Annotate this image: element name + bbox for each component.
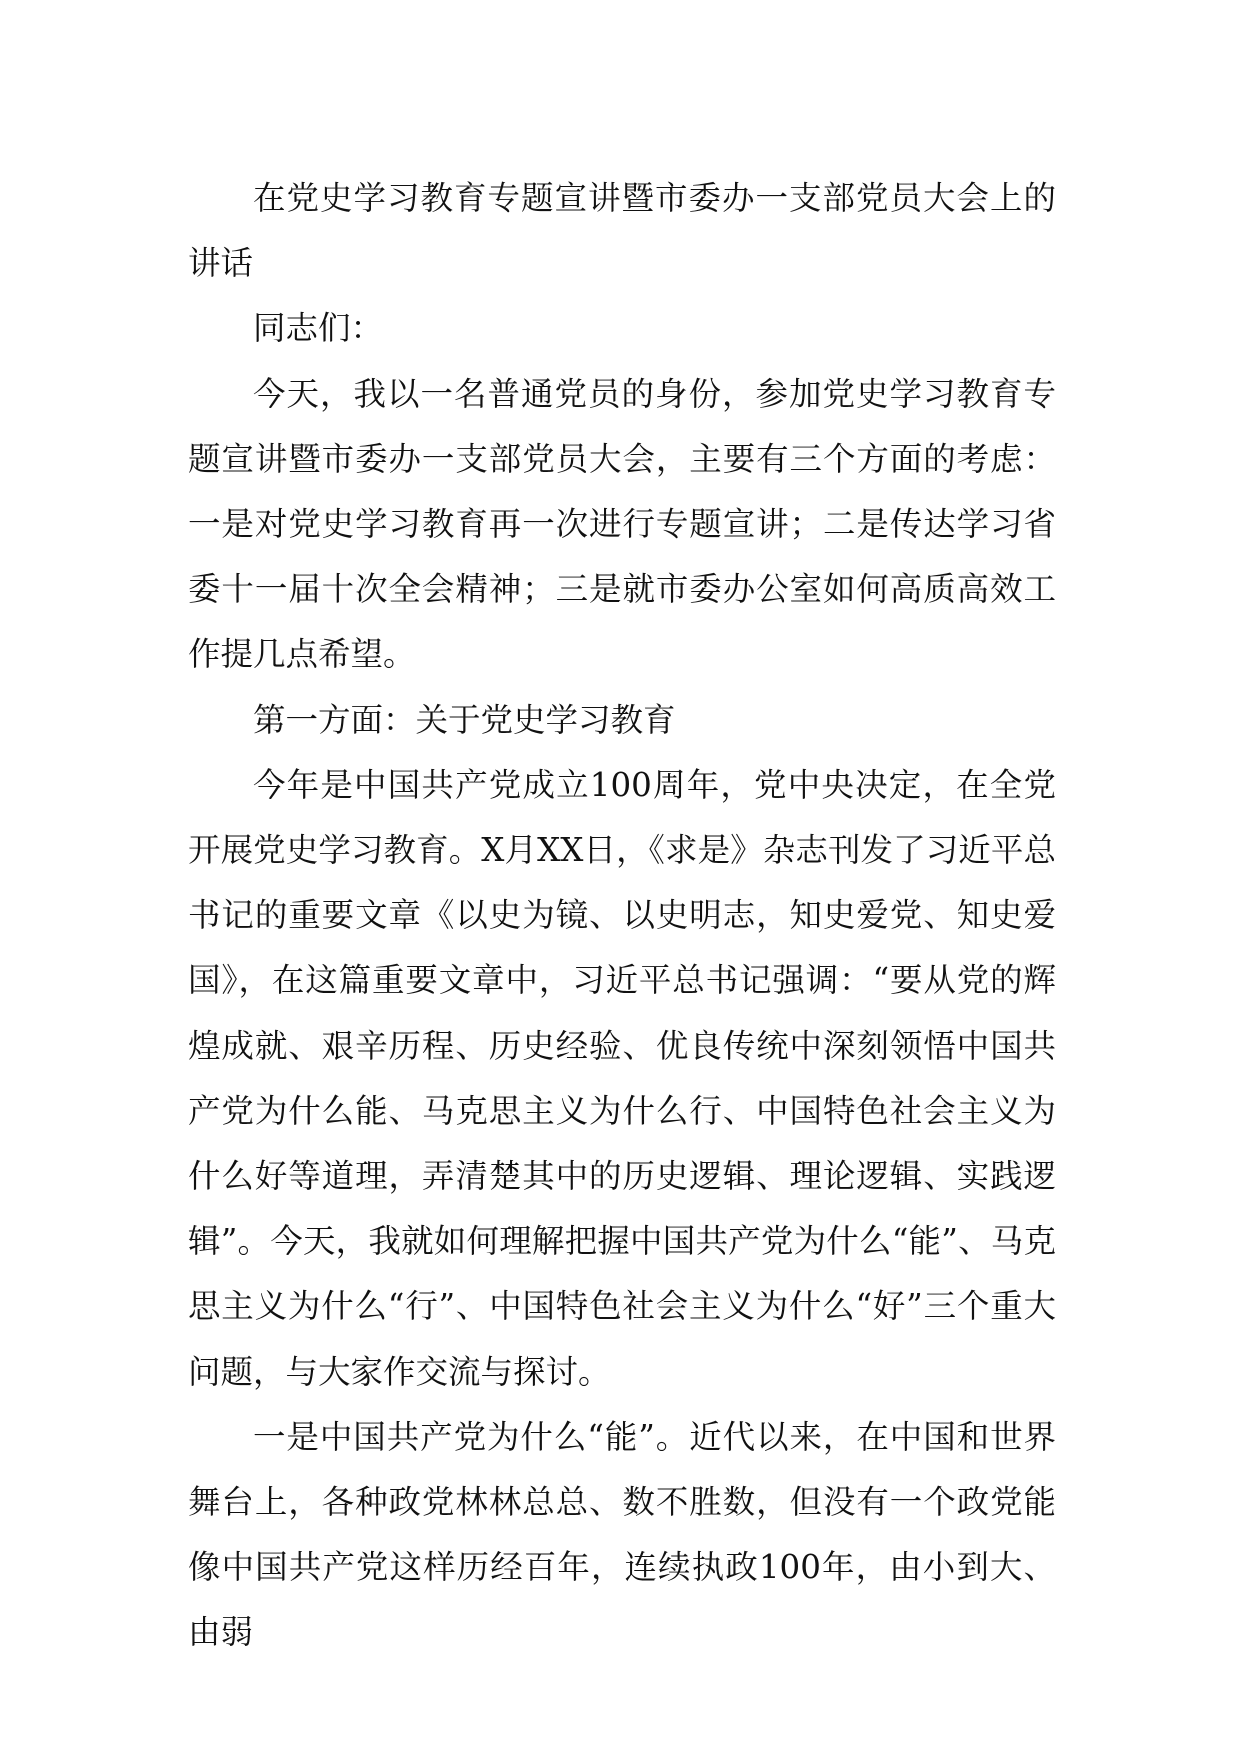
salutation: 同志们： <box>253 309 384 348</box>
document-body <box>188 166 1056 1666</box>
paragraph-intro: 今天，我以一名普通党员的身份，参加党史学习教育专题宣讲暨市委办一支部党员大会，主要有三个方面的考虑：一是对党史学习教育再一次进行专题宣讲；二是传达学习省委十一届十次全会精神；三是就市委办公室如何高质高效工作提几点希望。 <box>188 374 1056 674</box>
paragraph-point-one: 一是中国共产党为什么“能”。近代以来，在中国和世界舞台上，各种政党林林总总、数不胜数，但没有一个政党能像中国共产党这样历经百年，连续执政100年，由小到大、由弱 <box>188 1417 1056 1652</box>
document-title: 在党史学习教育专题宣讲暨市委办一支部党员大会上的讲话 <box>188 179 1056 283</box>
paragraph-background: 今年是中国共产党成立100周年，党中央决定，在全党开展党史学习教育。X月XX日，《求是》杂志刊发了习近平总书记的重要文章《以史为镜、以史明志，知史爱党、知史爱国》，在这篇重要文章中，习近平总书记强调：“要从党的辉煌成就、艰辛历程、历史经验、优良传统中深刻领悟中国共产党为什么能、马克思主义为什么行、中国特色社会主义为什么好等道理，弄清楚其中的历史逻辑、理论逻辑、实践逻辑”。今天，我就如何理解把握中国共产党为什么“能”、马克思主义为什么“行”、中国特色社会主义为什么“好”三个重大问题，与大家作交流与探讨。 <box>188 765 1056 1391</box>
section-heading: 第一方面：关于党史学习教育 <box>253 700 676 739</box>
